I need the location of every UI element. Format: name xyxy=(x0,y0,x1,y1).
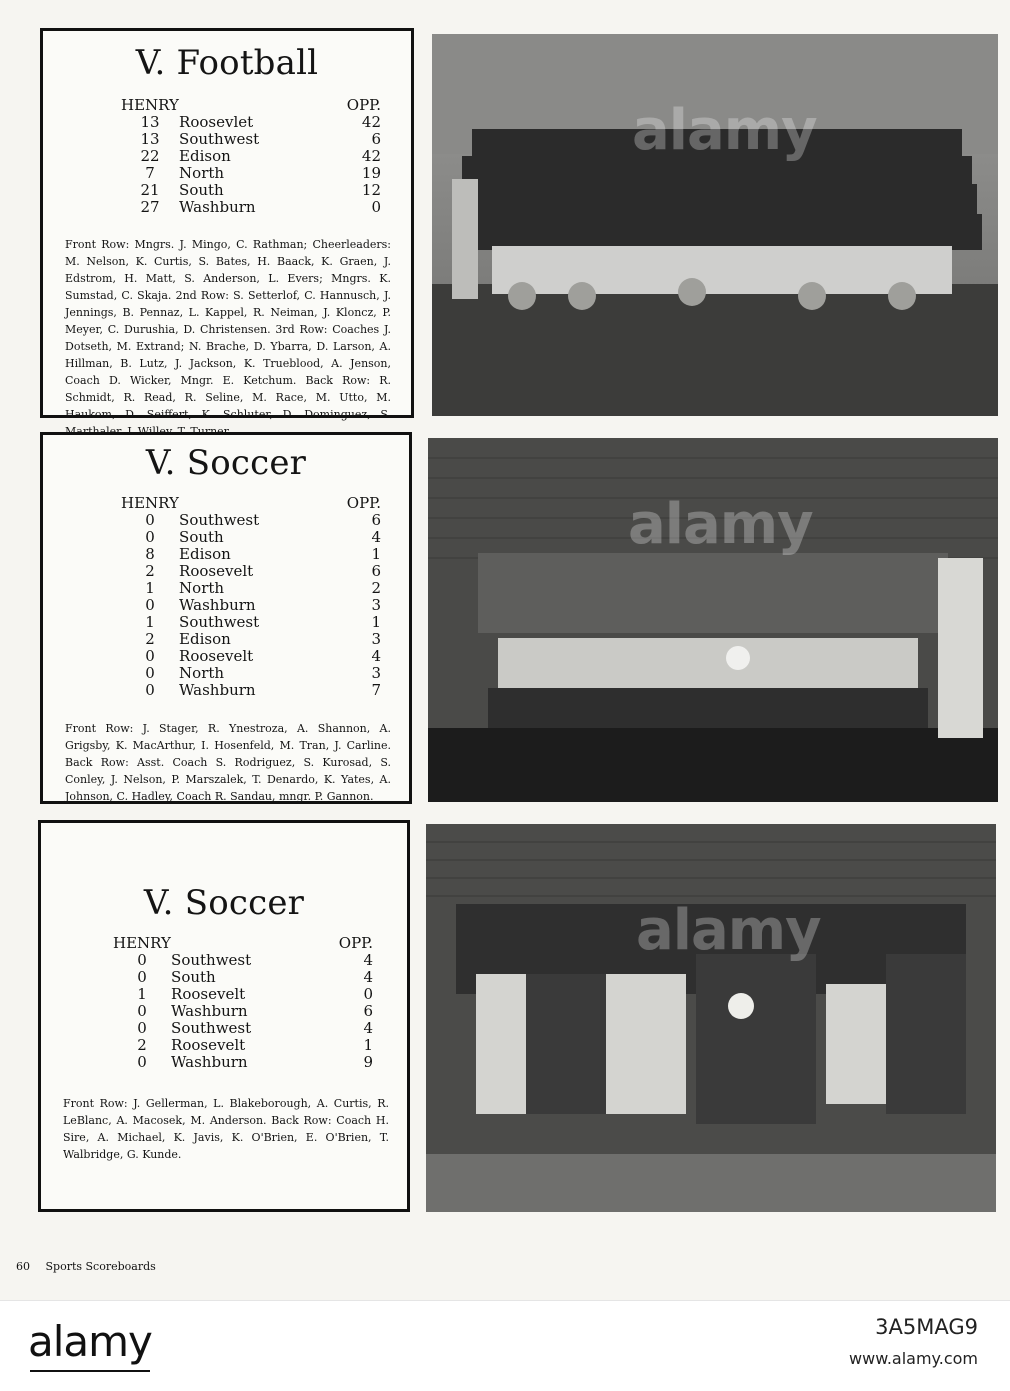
home-score: 27 xyxy=(140,198,160,216)
image-identifier xyxy=(849,1315,978,1368)
opponent-score: 0 xyxy=(371,198,381,216)
score-row xyxy=(113,969,373,986)
alamy-logo[interactable]: alamy xyxy=(28,1317,152,1366)
home-score: 0 xyxy=(145,647,155,665)
football-scores-table xyxy=(121,97,381,216)
opponent-name: Washburn xyxy=(179,596,256,614)
home-score: 0 xyxy=(137,968,147,986)
opponent-name: South xyxy=(179,181,224,199)
opponent-score: 9 xyxy=(363,1053,373,1071)
opponent-score: 4 xyxy=(371,647,381,665)
score-row xyxy=(113,986,373,1003)
opponent-score: 0 xyxy=(363,985,373,1003)
opponent-score: 4 xyxy=(371,528,381,546)
opponent-score: 2 xyxy=(371,579,381,597)
home-score: 0 xyxy=(137,1002,147,1020)
page-number: 60 xyxy=(16,1260,30,1273)
home-score: 0 xyxy=(145,596,155,614)
score-row xyxy=(121,131,381,148)
girls-soccer-header-home: HENRY xyxy=(113,934,171,952)
opponent-score: 19 xyxy=(361,164,381,182)
home-score: 1 xyxy=(145,613,155,631)
girls-soccer-caption: Front Row: J. Gellerman, L. Blakeborough, A. Curtis, R. LeBlanc, A. Macosek, M. Anderson. Back Row: Coach H. Sire, A. Michael, K. Javis, K. O'Brien, E. O'Brien, T. Walbridge, G. Kunde. xyxy=(63,1097,389,1161)
opponent-score: 3 xyxy=(371,630,381,648)
football-scoreboard xyxy=(40,28,414,421)
home-score: 0 xyxy=(145,681,155,699)
boys-soccer-title: V. Soccer xyxy=(145,443,307,483)
opponent-score: 1 xyxy=(363,1036,373,1054)
watermark: alamy xyxy=(628,492,813,557)
score-row xyxy=(121,182,381,199)
image-id: 3A5MAG9 xyxy=(875,1315,978,1339)
opponent-score: 3 xyxy=(371,664,381,682)
opponent-name: Washburn xyxy=(179,681,256,699)
score-row xyxy=(121,682,381,699)
home-score: 13 xyxy=(140,130,160,148)
opponent-score: 1 xyxy=(371,545,381,563)
football-title: V. Football xyxy=(135,43,319,83)
boys-soccer-scores-table xyxy=(121,495,381,699)
girls-soccer-title: V. Soccer xyxy=(143,883,305,923)
opponent-name: Edison xyxy=(179,147,231,165)
home-score: 1 xyxy=(145,579,155,597)
home-score: 0 xyxy=(137,951,147,969)
watermark: alamy xyxy=(636,898,821,963)
opponent-name: Roosevelt xyxy=(171,985,246,1003)
home-score: 2 xyxy=(145,562,155,580)
boys-soccer-team-photo xyxy=(428,438,998,802)
score-row xyxy=(121,597,381,614)
opponent-score: 4 xyxy=(363,1019,373,1037)
home-score: 1 xyxy=(137,985,147,1003)
score-row xyxy=(113,1037,373,1054)
opponent-score: 4 xyxy=(363,968,373,986)
opponent-score: 12 xyxy=(361,181,381,199)
opponent-name: North xyxy=(179,579,225,597)
opponent-name: Washburn xyxy=(179,198,256,216)
football-header-home: HENRY xyxy=(121,96,179,114)
home-score: 8 xyxy=(145,545,155,563)
section-label: Sports Scoreboards xyxy=(45,1260,156,1273)
opponent-name: Southwest xyxy=(179,613,260,631)
opponent-name: Southwest xyxy=(179,511,260,529)
score-row xyxy=(121,648,381,665)
girls-soccer-scoreboard xyxy=(38,820,410,1212)
opponent-name: Roosevelt xyxy=(179,647,254,665)
opponent-score: 6 xyxy=(371,562,381,580)
stock-banner xyxy=(0,1300,1010,1391)
score-row xyxy=(121,614,381,631)
score-row xyxy=(121,529,381,546)
opponent-score: 42 xyxy=(361,147,381,165)
score-row xyxy=(121,512,381,529)
opponent-name: North xyxy=(179,164,225,182)
boys-soccer-caption: Front Row: J. Stager, R. Ynestroza, A. Shannon, A. Grigsby, K. MacArthur, I. Hosenfeld, M. Tran, J. Carline. Back Row: Asst. Coach S. Rodriguez, S. Kurosad, S. Conley, J. Nelson, P. Marszalek, T. Denardo, K. Yates, A. Johnson, C. Hadley, Coach R. Sandau, mngr. P. Gannon. xyxy=(65,722,391,803)
score-row xyxy=(121,165,381,182)
opponent-score: 6 xyxy=(371,511,381,529)
score-row xyxy=(121,563,381,580)
opponent-name: Edison xyxy=(179,545,231,563)
opponent-name: Roosevlet xyxy=(179,113,254,131)
opponent-name: Southwest xyxy=(171,1019,252,1037)
home-score: 0 xyxy=(145,528,155,546)
home-score: 13 xyxy=(140,113,160,131)
score-row xyxy=(113,1054,373,1071)
home-score: 0 xyxy=(137,1019,147,1037)
opponent-name: Southwest xyxy=(179,130,260,148)
opponent-name: Washburn xyxy=(171,1002,248,1020)
home-score: 0 xyxy=(145,511,155,529)
boys-soccer-header-opp: OPP. xyxy=(346,494,381,512)
watermark: alamy xyxy=(632,98,817,163)
score-row xyxy=(121,148,381,165)
home-score: 0 xyxy=(137,1053,147,1071)
score-row xyxy=(121,665,381,682)
home-score: 2 xyxy=(145,630,155,648)
boys-soccer-scoreboard xyxy=(40,432,412,804)
girls-soccer-scores-table xyxy=(113,935,373,1071)
football-caption: Front Row: Mngrs. J. Mingo, C. Rathman; Cheerleaders: M. Nelson, K. Curtis, S. Bates, H. Baack, K. Graen, J. Edstrom, H. Matt, S. Anderson, L. Evers; Mngrs. K. Sumstad, C. Skaja. 2nd Row: S. Setterlof, C. Hannusch, J. Jennings, B. Pennaz, L. Kappel, R. Neiman, J. Kloncz, P. Meyer, C. Durushia, D. Christensen. 3rd Row: Coaches J. Dotseth, M. Extrand; N. Brache, D. Ybarra, D. Larson, A. Hillman, B. Lutz, J. Jackson, K. Trueblood, A. Jenson, Coach D. Wicker, Mngr. E. Ketchum. Back Row: R. Schmidt, R. Read, R. Seline, M. Race, M. Utto, M. Haukom, D. Seiffert, K. Schluter, D. Dominguez, S. xyxy=(65,238,391,421)
opponent-score: 6 xyxy=(371,130,381,148)
opponent-name: South xyxy=(171,968,216,986)
girls-soccer-team-photo xyxy=(426,824,996,1212)
opponent-score: 3 xyxy=(371,596,381,614)
score-row xyxy=(121,199,381,216)
site-link[interactable]: www.alamy.com xyxy=(849,1349,978,1368)
score-row xyxy=(121,546,381,563)
home-score: 0 xyxy=(145,664,155,682)
opponent-score: 4 xyxy=(363,951,373,969)
page-footer xyxy=(16,1260,156,1273)
opponent-name: Washburn xyxy=(171,1053,248,1071)
boys-soccer-header-home: HENRY xyxy=(121,494,179,512)
score-row xyxy=(113,1003,373,1020)
opponent-name: South xyxy=(179,528,224,546)
score-row xyxy=(113,952,373,969)
home-score: 2 xyxy=(137,1036,147,1054)
girls-soccer-header-opp: OPP. xyxy=(338,934,373,952)
score-row xyxy=(121,114,381,131)
opponent-name: Southwest xyxy=(171,951,252,969)
opponent-name: Roosevelt xyxy=(171,1036,246,1054)
home-score: 21 xyxy=(140,181,160,199)
score-row xyxy=(121,631,381,648)
football-team-photo xyxy=(432,34,998,416)
opponent-score: 1 xyxy=(371,613,381,631)
score-row xyxy=(113,1020,373,1037)
opponent-name: Edison xyxy=(179,630,231,648)
home-score: 22 xyxy=(140,147,160,165)
opponent-name: Roosevelt xyxy=(179,562,254,580)
home-score: 7 xyxy=(145,164,155,182)
opponent-name: North xyxy=(179,664,225,682)
football-header-opp: OPP. xyxy=(346,96,381,114)
opponent-score: 7 xyxy=(371,681,381,699)
score-row xyxy=(121,580,381,597)
opponent-score: 42 xyxy=(361,113,381,131)
opponent-score: 6 xyxy=(363,1002,373,1020)
